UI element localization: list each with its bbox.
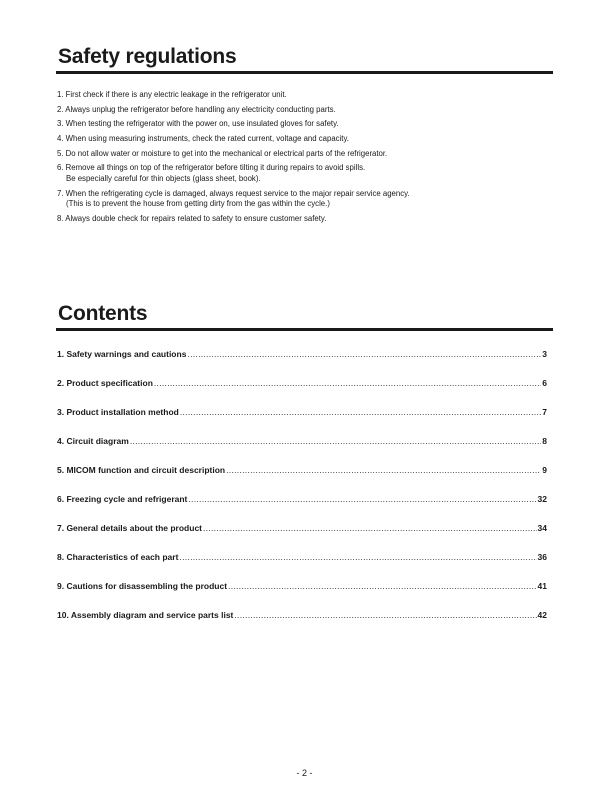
safety-rule-text: 5. Do not allow water or moisture to get into the mechanical or electrical parts of the refrigerator. — [57, 148, 388, 158]
dot-leader — [228, 581, 537, 591]
toc-entry[interactable] — [57, 349, 547, 378]
safety-rule-item — [57, 90, 547, 101]
toc-entry-page: 42 — [537, 610, 547, 620]
toc-entry[interactable] — [57, 378, 547, 407]
toc-entry[interactable] — [57, 436, 547, 465]
toc-entry[interactable] — [57, 523, 547, 552]
table-of-contents — [57, 349, 547, 639]
dot-leader — [179, 552, 536, 562]
toc-entry-label: 6. Freezing cycle and refrigerant — [57, 494, 188, 504]
toc-entry-page: 32 — [537, 494, 547, 504]
page-number: - 2 - — [296, 768, 313, 778]
toc-entry[interactable] — [57, 581, 547, 610]
toc-entry-page: 36 — [537, 552, 547, 562]
safety-rule-item — [57, 189, 547, 210]
toc-entry[interactable] — [57, 494, 547, 523]
safety-rule-continuation: Be especially careful for thin objects (glass sheet, book). — [66, 173, 261, 183]
safety-rules-list — [57, 90, 547, 229]
safety-rule-text: 6. Remove all things on top of the refrigerator before tilting it during repairs to avoid spills. — [57, 163, 366, 173]
toc-entry-label: 4. Circuit diagram — [57, 436, 129, 446]
safety-rule-item — [57, 149, 547, 160]
heading-underline — [56, 71, 553, 74]
toc-entry-page: 34 — [537, 523, 547, 533]
toc-entry-page: 7 — [542, 407, 547, 417]
toc-entry-page: 8 — [542, 436, 547, 446]
dot-leader — [180, 407, 541, 417]
toc-entry-page: 3 — [542, 349, 547, 359]
toc-entry-page: 41 — [537, 581, 547, 591]
safety-rule-item — [57, 119, 547, 130]
toc-entry-page: 9 — [542, 465, 547, 475]
dot-leader — [203, 523, 537, 533]
dot-leader — [130, 436, 541, 446]
dot-leader — [187, 349, 541, 359]
toc-entry-label: 9. Cautions for disassembling the product — [57, 581, 228, 591]
dot-leader — [154, 378, 541, 388]
toc-entry-page: 6 — [542, 378, 547, 388]
safety-regulations-heading: Safety regulations — [58, 45, 237, 68]
toc-entry-label: 7. General details about the product — [57, 523, 202, 533]
safety-rule-text: 1. First check if there is any electric leakage in the refrigerator unit. — [57, 90, 287, 99]
safety-rule-item — [57, 105, 547, 116]
safety-rule-text: 2. Always unplug the refrigerator before handling any electricity conducting parts. — [57, 104, 336, 114]
toc-entry[interactable] — [57, 407, 547, 436]
dot-leader — [226, 465, 541, 475]
safety-rule-item — [57, 134, 547, 145]
toc-entry[interactable] — [57, 552, 547, 581]
toc-entry[interactable] — [57, 465, 547, 494]
safety-rule-text: 3. When testing the refrigerator with the power on, use insulated gloves for safety. — [57, 119, 339, 129]
safety-rule-text: 7. When the refrigerating cycle is damaged, always request service to the major repair service agency. — [57, 188, 410, 198]
dot-leader — [234, 610, 536, 620]
toc-entry-label: 2. Product specification — [57, 378, 153, 388]
safety-rule-continuation: (This is to prevent the house from getting dirty from the gas within the cycle.) — [66, 199, 330, 209]
toc-entry-label: 10. Assembly diagram and service parts list — [57, 610, 234, 620]
safety-rule-text: 4. When using measuring instruments, check the rated current, voltage and capacity. — [57, 134, 349, 144]
safety-rule-item — [57, 214, 547, 225]
toc-entry-label: 1. Safety warnings and cautions — [57, 349, 187, 359]
toc-entry-label: 3. Product installation method — [57, 407, 179, 417]
safety-rule-text: 8. Always double check for repairs related to safety to ensure customer safety. — [57, 213, 327, 223]
dot-leader — [188, 494, 536, 504]
toc-entry-label: 5. MICOM function and circuit description — [57, 465, 226, 475]
toc-entry-label: 8. Characteristics of each part — [57, 552, 179, 562]
contents-heading: Contents — [58, 302, 148, 325]
safety-rule-item — [57, 163, 547, 184]
toc-entry[interactable] — [57, 610, 547, 639]
heading-underline — [56, 328, 553, 331]
